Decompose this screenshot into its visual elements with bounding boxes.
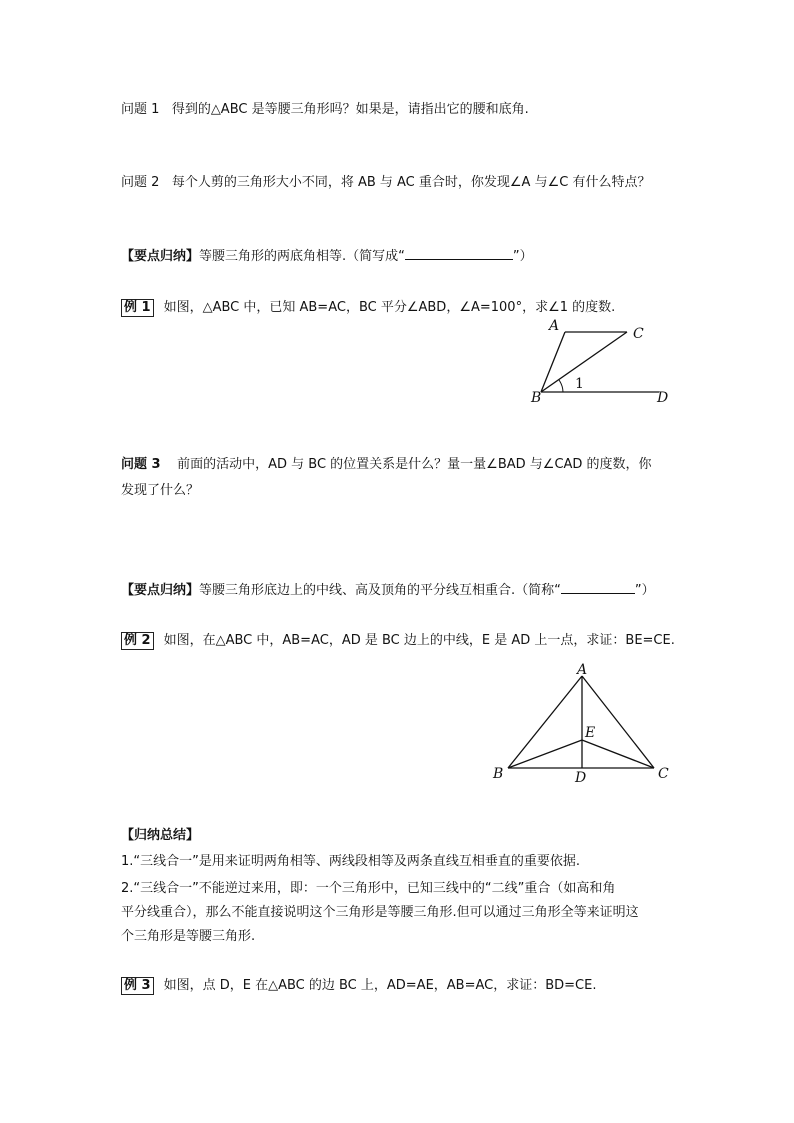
question-1-text: 得到的△ABC 是等腰三角形吗？如果是，请指出它的腰和底角.: [171, 102, 529, 117]
key-point-2-end: ”）: [634, 583, 655, 598]
question-3-line1: 前面的活动中，AD 与 BC 的位置关系是什么？量一量∠BAD 与∠CAD 的度数，你: [177, 457, 652, 472]
summary-point-1: 1.“三线合一”是用来证明两角相等、两线段相等及两条直线互相垂直的重要依据.: [121, 854, 581, 869]
example-3: [121, 976, 596, 996]
key-point-1: [121, 247, 533, 267]
key-point-2-blank: [561, 592, 635, 594]
example-1-text: 如图，△ABC 中，已知 AB=AC，BC 平分∠ABD，∠A=100°，求∠1 的度数.: [163, 300, 616, 315]
label-d: D: [657, 390, 669, 406]
label-c: C: [633, 326, 644, 342]
question-2: [121, 173, 650, 193]
example-1: [121, 298, 615, 318]
question-1-label: 问题 1: [121, 102, 160, 117]
label-b: B: [493, 766, 504, 782]
figure-2: [488, 662, 678, 790]
label-c: C: [658, 766, 669, 782]
question-3-label: 问题 3: [121, 457, 161, 472]
example-1-label: 例 1: [121, 299, 154, 317]
angle-1-arc: [559, 380, 563, 392]
label-a: A: [577, 662, 588, 678]
key-point-2-text: 等腰三角形底边上的中线、高及顶角的平分线互相重合.（简称“: [199, 583, 561, 598]
figure-1: [525, 318, 675, 410]
key-point-1-tag: 【要点归纳】: [121, 249, 200, 264]
summary-point-2-line-2: 平分线重合），那么不能直接说明这个三角形是等腰三角形.但可以通过三角形全等来证明这: [121, 905, 639, 920]
question-2-label: 问题 2: [121, 175, 160, 190]
label-d: D: [575, 770, 587, 786]
label-b: B: [531, 390, 542, 406]
figure-2-svg: [488, 662, 678, 786]
label-angle-1: 1: [575, 376, 584, 392]
key-point-2-tag: 【要点归纳】: [121, 583, 200, 598]
summary-point-2-line-3: 个三角形是等腰三角形.: [121, 929, 256, 944]
key-point-1-text: 等腰三角形的两底角相等.（简写成“: [199, 249, 405, 264]
example-3-text: 如图，点 D，E 在△ABC 的边 BC 上，AD=AE，AB=AC，求证：BD=CE.: [163, 978, 597, 993]
question-3: [121, 455, 652, 475]
key-point-2: [121, 581, 655, 601]
question-1: [121, 100, 529, 120]
summary-title: 【归纳总结】: [121, 828, 200, 843]
segment-bc: [541, 332, 627, 392]
summary-point-2-line-1: 2.“三线合一”不能逆过来用，即：一个三角形中，已知三线中的“二线”重合（如高和角: [121, 881, 616, 896]
label-a: A: [549, 318, 560, 334]
example-2-text: 如图，在△ABC 中，AB=AC，AD 是 BC 边上的中线，E 是 AD 上一点，求证：BE=CE.: [163, 633, 675, 648]
figure-1-svg: [525, 318, 675, 406]
example-3-label: 例 3: [121, 977, 154, 995]
label-e: E: [585, 725, 596, 741]
example-2-label: 例 2: [121, 632, 154, 650]
example-2: [121, 631, 675, 651]
question-3-cont: [121, 481, 199, 501]
question-2-text: 每个人剪的三角形大小不同，将 AB 与 AC 重合时，你发现∠A 与∠C 有什么特点？: [171, 175, 651, 190]
key-point-1-end: ”）: [512, 249, 533, 264]
question-3-line2: 发现了什么？: [121, 483, 200, 498]
key-point-1-blank: [405, 258, 513, 260]
